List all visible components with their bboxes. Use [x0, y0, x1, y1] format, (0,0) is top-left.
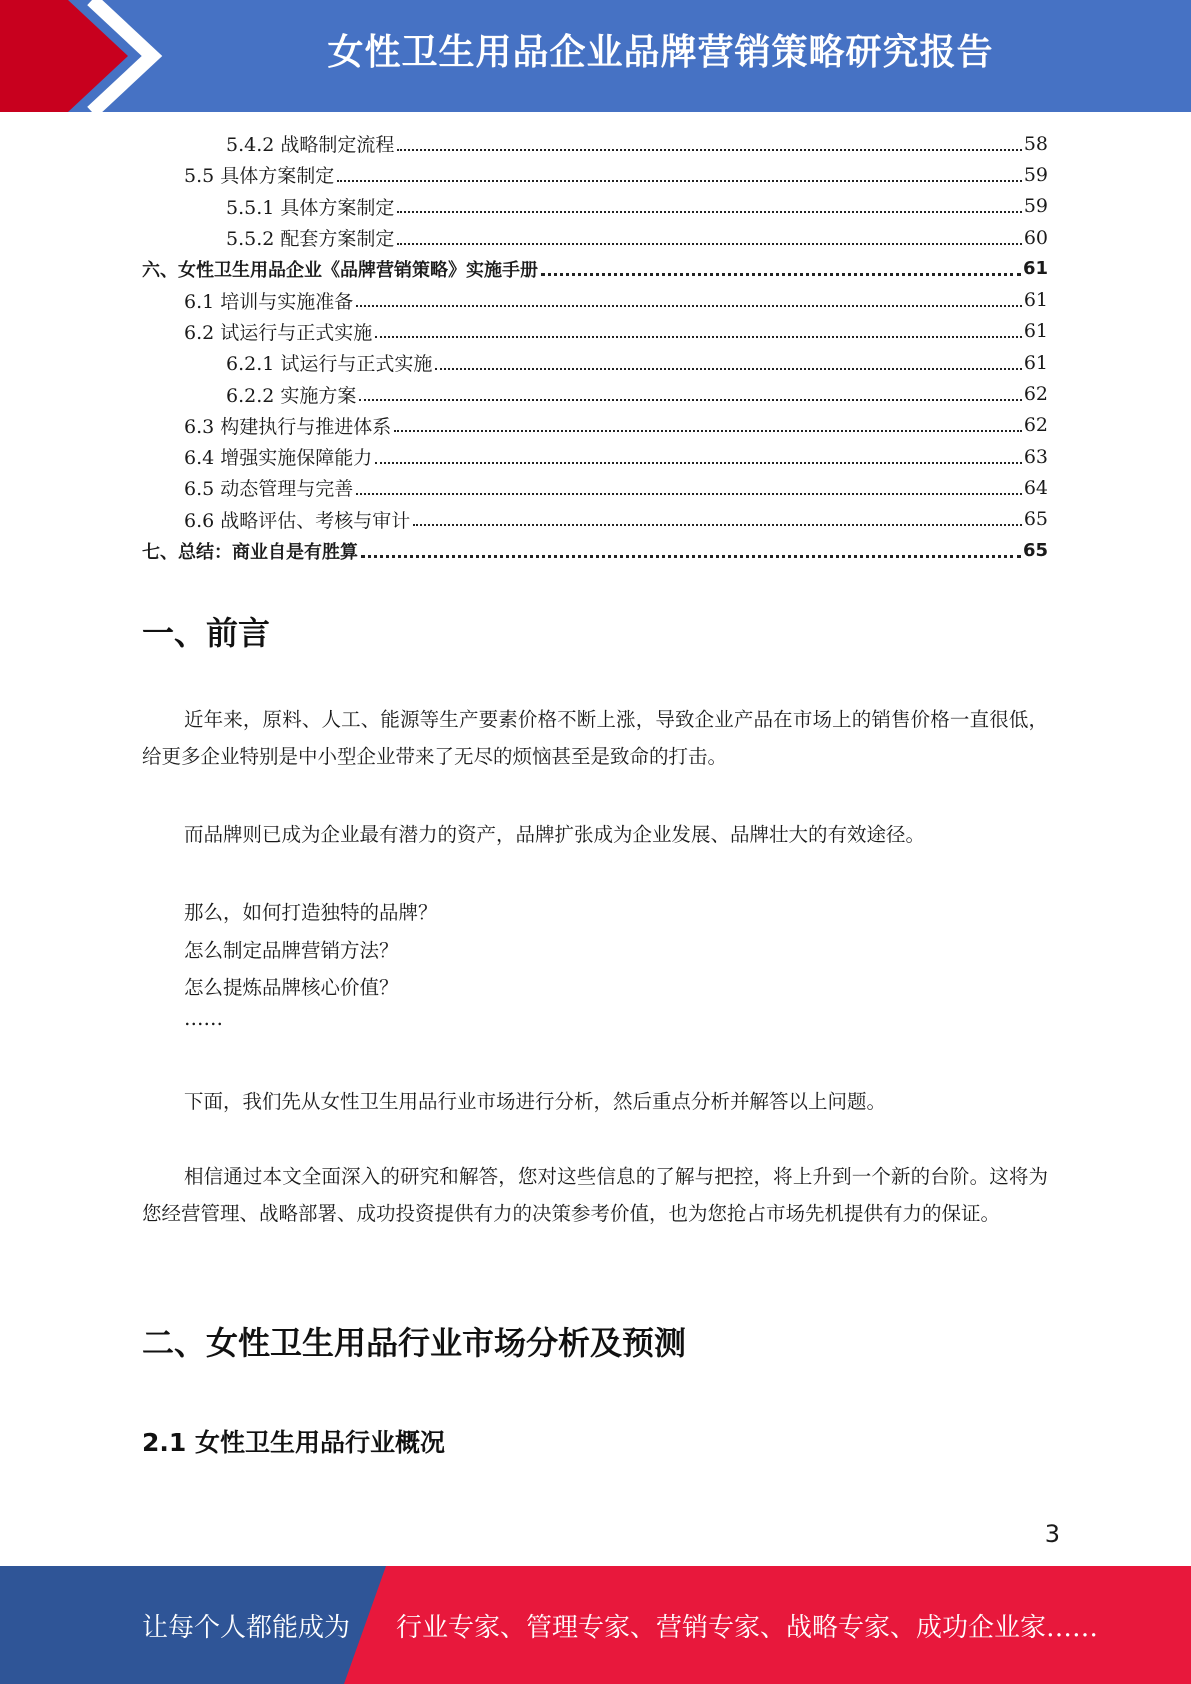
toc-dot-leader [359, 399, 1021, 401]
section-heading-preface: 一、前言 [142, 614, 271, 652]
toc-dot-leader [337, 180, 1022, 182]
paragraph: 下面，我们先从女性卫生用品行业市场进行分析，然后重点分析并解答以上问题。 [184, 1090, 887, 1113]
toc-entry[interactable] [142, 504, 1048, 535]
toc-dot-leader [356, 493, 1022, 495]
toc-entry[interactable] [142, 316, 1048, 347]
toc-entry-title: 六、女性卫生用品企业《品牌营销策略》实施手册 [142, 259, 538, 281]
toc-dot-leader [541, 273, 1021, 276]
toc-entry-page: 60 [1023, 226, 1048, 249]
toc-entry-title: 6.5 动态管理与完善 [184, 478, 354, 501]
toc-entry-page: 61 [1023, 320, 1048, 343]
question-line: 怎么提炼品牌核心价值？ [184, 976, 399, 999]
toc-entry-page: 65 [1023, 508, 1048, 531]
toc-entry-title: 6.2 试运行与正式实施 [184, 321, 373, 344]
toc-dot-leader [397, 149, 1021, 151]
toc-entry[interactable] [142, 472, 1048, 503]
toc-entry-title: 6.2.2 实施方案 [226, 384, 357, 407]
ellipsis-line: …… [184, 1007, 223, 1030]
toc-entry[interactable] [142, 159, 1048, 190]
toc-entry[interactable] [142, 128, 1048, 159]
page-header [0, 0, 1191, 112]
toc-dot-leader [413, 524, 1022, 526]
toc-entry[interactable] [142, 378, 1048, 409]
toc-entry-title: 6.3 构建执行与推进体系 [184, 415, 392, 438]
toc-entry[interactable] [142, 284, 1048, 315]
toc-entry-title: 5.4.2 战略制定流程 [226, 134, 395, 157]
paragraph: 近年来，原料、人工、能源等生产要素价格不断上涨，导致企业产品在市场上的销售价格一直很低，给更多企业特别是中小型企业带来了无尽的烦恼甚至是致命的打击。 [142, 708, 1048, 768]
toc-entry-title: 6.1 培训与实施准备 [184, 290, 354, 313]
toc-dot-leader [435, 368, 1021, 370]
toc-dot-leader [394, 430, 1022, 432]
toc-entry[interactable] [142, 253, 1048, 284]
section-heading-market-analysis: 二、女性卫生用品行业市场分析及预测 [142, 1324, 687, 1362]
toc-entry-page: 61 [1023, 351, 1048, 374]
toc-dot-leader [361, 555, 1021, 558]
toc-entry[interactable] [142, 441, 1048, 472]
toc-entry-page: 59 [1023, 195, 1048, 218]
toc-entry-page: 62 [1023, 383, 1048, 406]
question-line: 那么，如何打造独特的品牌？ [184, 901, 438, 924]
toc-entry-title: 5.5.2 配套方案制定 [226, 228, 395, 251]
toc-entry-page: 64 [1023, 476, 1048, 499]
toc-dot-leader [397, 211, 1021, 213]
toc-dot-leader [397, 243, 1021, 245]
toc-entry[interactable] [142, 535, 1048, 566]
toc-entry-page: 63 [1023, 445, 1048, 468]
page-footer [0, 1566, 1191, 1684]
paragraph: 相信通过本文全面深入的研究和解答，您对这些信息的了解与把控，将上升到一个新的台阶。这将为您经营管理、战略部署、成功投资提供有力的决策参考价值，也为您抢占市场先机提供有力的保证。 [142, 1165, 1048, 1225]
toc-entry-title: 七、总结：商业自是有胜算 [142, 541, 358, 563]
toc-entry[interactable] [142, 191, 1048, 222]
toc-dot-leader [375, 462, 1022, 464]
page-number: 3 [1044, 1520, 1060, 1548]
toc-entry-title: 6.4 增强实施保障能力 [184, 447, 373, 470]
toc-entry-title: 5.5 具体方案制定 [184, 165, 335, 188]
paragraph: 而品牌则已成为企业最有潜力的资产，品牌扩张成为企业发展、品牌壮大的有效途径。 [184, 823, 926, 846]
toc-entry-title: 6.6 战略评估、考核与审计 [184, 509, 411, 532]
table-of-contents [142, 128, 1048, 566]
toc-entry-title: 6.2.1 试运行与正式实施 [226, 353, 433, 376]
toc-entry-page: 61 [1022, 258, 1048, 280]
toc-entry-page: 65 [1022, 540, 1048, 561]
toc-entry-page: 59 [1023, 163, 1048, 186]
toc-dot-leader [375, 336, 1022, 338]
subsection-heading: 2.1 女性卫生用品行业概况 [142, 1428, 445, 1457]
toc-entry[interactable] [142, 410, 1048, 441]
question-line: 怎么制定品牌营销方法？ [184, 939, 399, 962]
report-title: 女性卫生用品企业品牌营销策略研究报告 [327, 32, 994, 73]
toc-entry[interactable] [142, 347, 1048, 378]
footer-slogan-left: 让每个人都能成为 [142, 1613, 351, 1643]
footer-slogan-right: 行业专家、管理专家、营销专家、战略专家、成功企业家…… [396, 1613, 1099, 1643]
toc-entry-page: 62 [1023, 414, 1048, 437]
toc-entry[interactable] [142, 222, 1048, 253]
toc-entry-page: 58 [1023, 132, 1048, 155]
toc-entry-page: 61 [1023, 289, 1048, 312]
toc-entry-title: 5.5.1 具体方案制定 [226, 196, 395, 219]
toc-dot-leader [356, 305, 1022, 307]
